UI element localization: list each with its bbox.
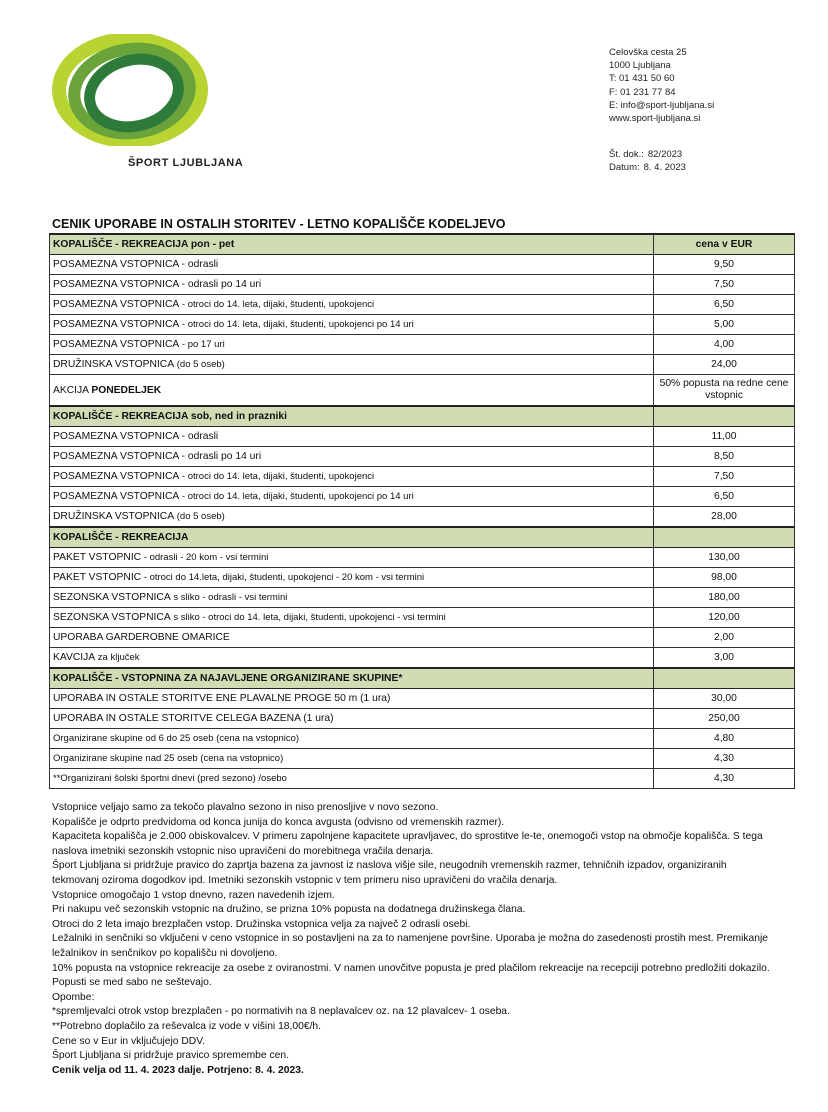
row-price: 4,00	[654, 335, 795, 355]
row-label: Organizirane skupine od 6 do 25 oseb (cena na vstopnico)	[50, 729, 654, 749]
note: Vstopnice veljajo samo za tekočo plavalno sezono in niso prenosljive v novo sezono.	[52, 802, 439, 813]
section-header	[50, 406, 795, 427]
note: Cene so v Eur in vključujejo DDV.	[52, 1035, 205, 1047]
row-price: 250,00	[654, 709, 795, 729]
notes-block	[52, 801, 772, 1078]
row-price: 11,00	[654, 427, 795, 447]
note: Kopališče je odprto predvidoma od konca junija do konca avgusta (odvisno od vremenskih razmer).	[52, 816, 505, 828]
section-header	[50, 527, 795, 548]
table-row	[50, 467, 795, 487]
row-label: POSAMEZNA VSTOPNICA - po 17 uri	[50, 335, 654, 355]
row-price: 120,00	[654, 608, 795, 628]
price-column-header: cena v EUR	[654, 234, 795, 255]
section-header	[50, 234, 795, 255]
email: E: info@sport-ljubljana.si	[609, 99, 715, 111]
row-label: Organizirane skupine nad 25 oseb (cena na vstopnico)	[50, 749, 654, 769]
document-meta	[609, 148, 686, 174]
row-price: 180,00	[654, 588, 795, 608]
row-label: POSAMEZNA VSTOPNICA - odrasli	[50, 427, 654, 447]
section-header	[50, 668, 795, 689]
row-label: POSAMEZNA VSTOPNICA - otroci do 14. leta, dijaki, študenti, upokojenci	[50, 467, 654, 487]
row-price: 6,50	[654, 295, 795, 315]
row-price: 4,30	[654, 769, 795, 789]
note: Šport Ljubljana si pridržuje pravico do zaprtja bazena za javnost iz naslova višje sile, neugodnih vremenskih razmer, tehničnih izpadov, organiziranih tekmovanj oziroma dogodkov ipd. Imetniki sezonskih vstopnic v tem primeru niso upravičeni do vračila denarja.	[52, 860, 727, 886]
section-title: KOPALIŠČE - REKREACIJA	[50, 527, 654, 548]
address-city: 1000 Ljubljana	[609, 60, 671, 72]
row-label: AKCIJA PONEDELJEK	[50, 375, 654, 407]
row-label: SEZONSKA VSTOPNICA s sliko - otroci do 14. leta, dijaki, študenti, upokojenci - vsi termini	[50, 608, 654, 628]
website: www.sport-ljubljana.si	[609, 113, 701, 125]
row-label: KAVCIJA za ključek	[50, 648, 654, 669]
table-row	[50, 355, 795, 375]
table-row	[50, 689, 795, 709]
table-row	[50, 729, 795, 749]
row-label: PAKET VSTOPNIC - odrasli - 20 kom - vsi termini	[50, 548, 654, 568]
row-price: 4,80	[654, 729, 795, 749]
table-row	[50, 335, 795, 355]
table-row	[50, 628, 795, 648]
row-label: POSAMEZNA VSTOPNICA - otroci do 14. leta, dijaki, študenti, upokojenci po 14 uri	[50, 487, 654, 507]
date: 8. 4. 2023	[643, 162, 686, 174]
sport-ljubljana-logo	[52, 34, 208, 146]
row-label: **Organizirani šolski športni dnevi (pred sezono) /osebo	[50, 769, 654, 789]
row-label: SEZONSKA VSTOPNICA s sliko - odrasli - vsi termini	[50, 588, 654, 608]
table-row	[50, 769, 795, 789]
table-row	[50, 548, 795, 568]
row-price: 9,50	[654, 255, 795, 275]
phone: T: 01 431 50 60	[609, 73, 675, 85]
row-label: POSAMEZNA VSTOPNICA - odrasli	[50, 255, 654, 275]
section-title: KOPALIŠČE - REKREACIJA sob, ned in prazniki	[50, 406, 654, 427]
note: *spremljevalci otrok vstop brezplačen - po normativih na 8 neplavalcev oz. na 12 plavalcev- 1 oseba.	[52, 1006, 510, 1018]
row-price: 24,00	[654, 355, 795, 375]
note: Vstopnice omogočajo 1 vstop dnevno, razen navedenih izjem.	[52, 889, 335, 901]
table-row-akcija	[50, 375, 795, 407]
doc-no: 82/2023	[647, 149, 683, 160]
page-title: CENIK UPORABE IN OSTALIH STORITEV - LETNO KOPALIŠČE KODELJEVO	[52, 217, 506, 231]
table-row	[50, 315, 795, 335]
row-price: 3,00	[654, 648, 795, 669]
row-price: 28,00	[654, 507, 795, 528]
logo-name: ŠPORT LJUBLJANA	[128, 157, 244, 169]
row-label: DRUŽINSKA VSTOPNICA (do 5 oseb)	[50, 507, 654, 528]
table-row	[50, 255, 795, 275]
table-row	[50, 275, 795, 295]
row-price: 4,30	[654, 749, 795, 769]
row-label: UPORABA IN OSTALE STORITVE ENE PLAVALNE PROGE 50 m (1 ura)	[50, 689, 654, 709]
table-row	[50, 648, 795, 669]
row-label: POSAMEZNA VSTOPNICA - odrasli po 14 uri	[50, 275, 654, 295]
table-row	[50, 487, 795, 507]
row-label: POSAMEZNA VSTOPNICA - odrasli po 14 uri	[50, 447, 654, 467]
table-row	[50, 427, 795, 447]
note: **Potrebno doplačilo za reševalca iz vode v višini 18,00€/h.	[52, 1020, 322, 1032]
table-row	[50, 588, 795, 608]
date-label: Datum:	[609, 162, 640, 174]
row-price: 98,00	[654, 568, 795, 588]
section-title: KOPALIŠČE - VSTOPNINA ZA NAJAVLJENE ORGANIZIRANE SKUPINE*	[50, 668, 654, 689]
section-title: KOPALIŠČE - REKREACIJA pon - pet	[50, 234, 654, 255]
row-price: 8,50	[654, 447, 795, 467]
note: Šport Ljubljana si pridržuje pravico spremembe cen.	[52, 1050, 289, 1062]
row-label: UPORABA IN OSTALE STORITVE CELEGA BAZENA (1 ura)	[50, 709, 654, 729]
row-label: POSAMEZNA VSTOPNICA - otroci do 14. leta, dijaki, študenti, upokojenci	[50, 295, 654, 315]
contact-block	[609, 46, 714, 125]
row-price: 5,00	[654, 315, 795, 335]
note: Kapaciteta kopališča je 2.000 obiskovalcev. V primeru zapolnjene kapacitete upravljavec, do sprostitve le-te, onemogoči vstop na območje kopališča. S tega naslova imetniki sezonskih vstopnic niso upravičeni do morebitnega vračila denarja.	[52, 831, 763, 857]
table-row	[50, 507, 795, 528]
fax: F: 01 231 77 84	[609, 86, 676, 98]
table-row	[50, 709, 795, 729]
note: Opombe:	[52, 991, 95, 1003]
table-row	[50, 749, 795, 769]
row-price: 30,00	[654, 689, 795, 709]
address-street: Celovška cesta 25	[609, 47, 687, 58]
table-row	[50, 447, 795, 467]
row-price: 7,50	[654, 275, 795, 295]
row-label: PAKET VSTOPNIC - otroci do 14.leta, dijaki, študenti, upokojenci - 20 kom - vsi termini	[50, 568, 654, 588]
table-row	[50, 608, 795, 628]
price-table	[49, 233, 795, 789]
doc-no-label: Št. dok.:	[609, 149, 644, 160]
row-label: UPORABA GARDEROBNE OMARICE	[50, 628, 654, 648]
note: Pri nakupu več sezonskih vstopnic na družino, se prizna 10% popusta na dodatnega družinskega člana.	[52, 904, 526, 916]
row-price: 7,50	[654, 467, 795, 487]
row-price: 2,00	[654, 628, 795, 648]
table-row	[50, 295, 795, 315]
note: Ležalniki in senčniki so vključeni v ceno vstopnice in so postavljeni na za to namenjene površine. Uporaba je možna do zasedenosti prostih mest. Premikanje ležalnikov in senčnikov po kopališču ni dovoljeno.	[52, 933, 769, 959]
row-label: POSAMEZNA VSTOPNICA - otroci do 14. leta, dijaki, študenti, upokojenci po 14 uri	[50, 315, 654, 335]
table-row	[50, 568, 795, 588]
note: Otroci do 2 leta imajo brezplačen vstop. Družinska vstopnica velja za največ 2 odrasli osebi.	[52, 918, 471, 930]
row-price: 130,00	[654, 548, 795, 568]
row-label: DRUŽINSKA VSTOPNICA (do 5 oseb)	[50, 355, 654, 375]
note: 10% popusta na vstopnice rekreacije za osebe z oviranostmi. V namen unovčitve popusta je pred plačilom rekreacije na recepciji potrebno predložiti dokazilo. Popusti se med sabo ne seštevajo.	[52, 962, 770, 989]
row-price: 6,50	[654, 487, 795, 507]
validity-note: Cenik velja od 11. 4. 2023 dalje. Potrjeno: 8. 4. 2023.	[52, 1064, 304, 1076]
row-price: 50% popusta na redne cene vstopnic	[654, 375, 795, 407]
